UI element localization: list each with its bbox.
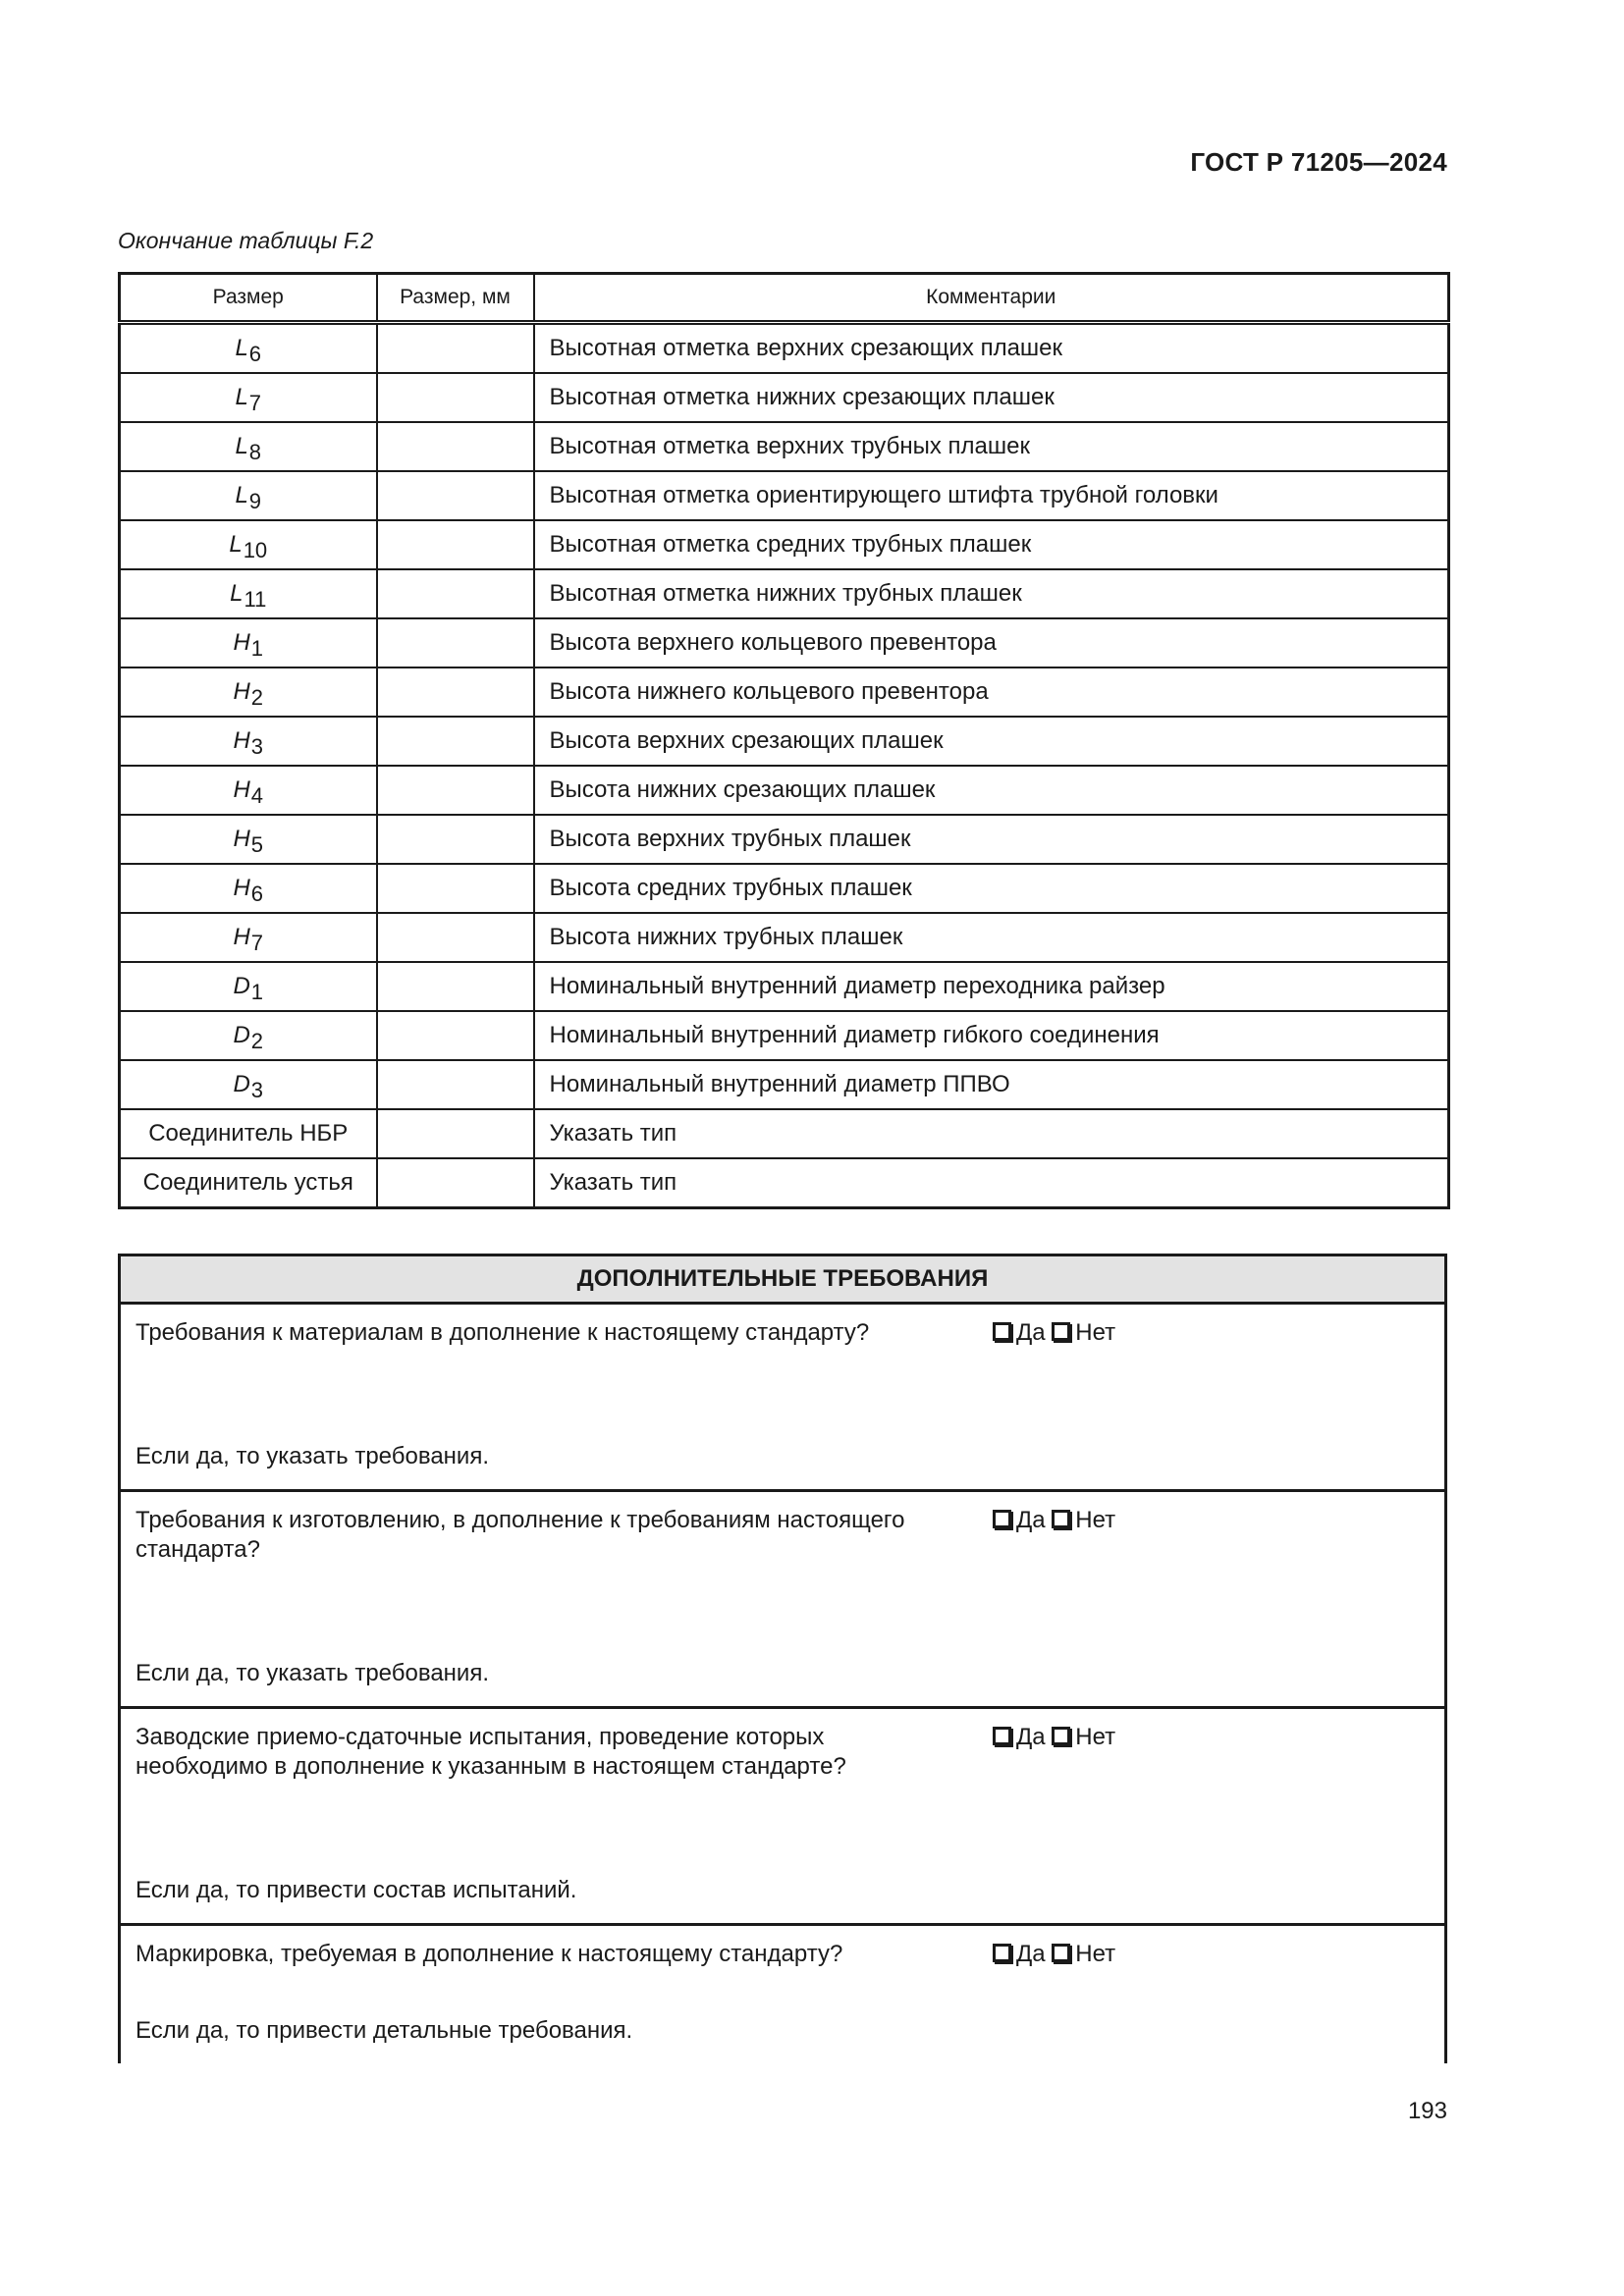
size-mm-cell: [377, 717, 534, 766]
yes-checkbox[interactable]: [993, 1944, 1011, 1962]
table-row: [120, 815, 1449, 864]
requirement-content: [121, 1926, 1444, 2063]
size-mm-cell: [377, 864, 534, 913]
requirement-content: [121, 1709, 1444, 1923]
size-symbol-subscript: 7: [248, 391, 262, 415]
size-symbol: L: [235, 482, 248, 508]
table-row: [120, 1158, 1449, 1208]
table-row: [120, 323, 1449, 374]
yes-no-choice: [993, 1318, 1115, 1348]
requirement-note: Если да, то указать требования.: [135, 1443, 489, 1469]
size-mm-cell: [377, 1060, 534, 1109]
size-symbol: H: [233, 629, 250, 656]
size-symbol-cell: [120, 1060, 377, 1109]
requirement-cell: [120, 1708, 1446, 1925]
no-label: Нет: [1075, 1941, 1116, 1967]
size-symbol-cell: [120, 864, 377, 913]
additional-requirements-table: [118, 1254, 1447, 2063]
size-mm-cell: [377, 1011, 534, 1060]
size-symbol-cell: [120, 962, 377, 1011]
comment-cell: Номинальный внутренний диаметр переходника райзер: [534, 962, 1449, 1011]
table-header-row: [120, 274, 1449, 323]
no-checkbox[interactable]: [1052, 1944, 1070, 1962]
size-symbol-subscript: 7: [250, 931, 264, 955]
size-symbol-cell: [120, 618, 377, 667]
comment-cell: Высота верхних срезающих плашек: [534, 717, 1449, 766]
table-row: [120, 1109, 1449, 1158]
size-symbol-subscript: 3: [250, 1078, 264, 1102]
column-header-comments: Комментарии: [534, 274, 1449, 323]
requirement-cell: [120, 1304, 1446, 1491]
table-row: [120, 569, 1449, 618]
size-symbol: H: [233, 678, 250, 705]
size-mm-cell: [377, 373, 534, 422]
size-symbol-subscript: 2: [250, 1029, 264, 1053]
size-symbol-subscript: 1: [250, 980, 264, 1004]
no-label: Нет: [1075, 1319, 1116, 1346]
yes-label: Да: [1016, 1319, 1046, 1346]
comment-cell: Высотная отметка средних трубных плашек: [534, 520, 1449, 569]
size-mm-cell: [377, 913, 534, 962]
table-row: [120, 913, 1449, 962]
size-symbol: L: [235, 384, 248, 410]
size-symbol-subscript: 6: [250, 881, 264, 906]
size-symbol: D: [233, 1071, 250, 1097]
yes-label: Да: [1016, 1507, 1046, 1533]
size-symbol-cell: [120, 1109, 377, 1158]
comment-cell: Указать тип: [534, 1109, 1449, 1158]
size-symbol-cell: [120, 1158, 377, 1208]
size-symbol: L: [230, 580, 244, 607]
size-symbol-cell: [120, 815, 377, 864]
yes-checkbox[interactable]: [993, 1727, 1011, 1745]
size-symbol-cell: [120, 569, 377, 618]
requirements-title: ДОПОЛНИТЕЛЬНЫЕ ТРЕБОВАНИЯ: [120, 1255, 1446, 1304]
size-symbol-cell: [120, 1011, 377, 1060]
table-row: [120, 1011, 1449, 1060]
size-symbol-subscript: 11: [244, 587, 267, 612]
size-symbol-subscript: 10: [243, 538, 268, 562]
no-checkbox[interactable]: [1052, 1510, 1070, 1528]
size-symbol: H: [233, 924, 250, 950]
size-symbol-cell: [120, 422, 377, 471]
size-symbol-cell: [120, 667, 377, 717]
size-symbol-cell: [120, 717, 377, 766]
requirement-row: [120, 1304, 1446, 1491]
yes-label: Да: [1016, 1724, 1046, 1750]
size-label: Соединитель устья: [142, 1169, 353, 1196]
no-checkbox[interactable]: [1052, 1727, 1070, 1745]
size-symbol-cell: [120, 323, 377, 374]
comment-cell: Высота верхнего кольцевого превентора: [534, 618, 1449, 667]
table-row: [120, 618, 1449, 667]
size-symbol-cell: [120, 471, 377, 520]
size-mm-cell: [377, 667, 534, 717]
size-label: Соединитель НБР: [148, 1120, 349, 1147]
yes-no-choice: [993, 1723, 1115, 1752]
requirement-row: [120, 1925, 1446, 2064]
requirement-note: Если да, то указать требования.: [135, 1660, 489, 1686]
requirement-content: [121, 1305, 1444, 1489]
size-mm-cell: [377, 422, 534, 471]
requirement-content: [121, 1492, 1444, 1706]
yes-checkbox[interactable]: [993, 1510, 1011, 1528]
size-symbol: L: [229, 531, 243, 558]
document-id: ГОСТ Р 71205—2024: [1190, 147, 1447, 177]
table-row: [120, 422, 1449, 471]
table-row: [120, 471, 1449, 520]
size-symbol-subscript: 8: [248, 440, 262, 464]
size-symbol: H: [233, 776, 250, 803]
page-number: 193: [1407, 2098, 1447, 2124]
comment-cell: Высота средних трубных плашек: [534, 864, 1449, 913]
table-row: [120, 864, 1449, 913]
size-mm-cell: [377, 766, 534, 815]
no-label: Нет: [1075, 1507, 1116, 1533]
table-row: [120, 667, 1449, 717]
size-symbol: H: [233, 727, 250, 754]
dimensions-table: [118, 272, 1450, 1209]
table-row: [120, 1060, 1449, 1109]
requirement-row: [120, 1491, 1446, 1708]
comment-cell: Высота нижних срезающих плашек: [534, 766, 1449, 815]
comment-cell: Высотная отметка ориентирующего штифта трубной головки: [534, 471, 1449, 520]
comment-cell: Высота нижнего кольцевого превентора: [534, 667, 1449, 717]
comment-cell: Указать тип: [534, 1158, 1449, 1208]
size-symbol-subscript: 3: [250, 734, 264, 759]
size-mm-cell: [377, 1158, 534, 1208]
comment-cell: Номинальный внутренний диаметр гибкого соединения: [534, 1011, 1449, 1060]
table-row: [120, 520, 1449, 569]
requirement-note: Если да, то привести детальные требования.: [135, 2017, 633, 2044]
requirement-cell: [120, 1491, 1446, 1708]
size-mm-cell: [377, 815, 534, 864]
table-row: [120, 717, 1449, 766]
yes-no-choice: [993, 1940, 1115, 1969]
yes-checkbox[interactable]: [993, 1322, 1011, 1341]
comment-cell: Высотная отметка нижних трубных плашек: [534, 569, 1449, 618]
size-symbol-cell: [120, 766, 377, 815]
requirement-cell: [120, 1925, 1446, 2064]
table-row: [120, 373, 1449, 422]
yes-label: Да: [1016, 1941, 1046, 1967]
size-mm-cell: [377, 618, 534, 667]
requirement-question: Заводские приемо-сдаточные испытания, проведение которых необходимо в дополнение к указанным в настоящем стандарте?: [135, 1724, 846, 1780]
no-checkbox[interactable]: [1052, 1322, 1070, 1341]
size-symbol-subscript: 1: [250, 636, 264, 661]
table-row: [120, 962, 1449, 1011]
size-symbol-subscript: 9: [248, 489, 262, 513]
column-header-size: Размер: [120, 274, 377, 323]
size-mm-cell: [377, 520, 534, 569]
requirement-question: Требования к изготовлению, в дополнение к требованиям настоящего стандарта?: [135, 1507, 905, 1563]
size-symbol-subscript: 2: [250, 685, 264, 710]
size-mm-cell: [377, 1109, 534, 1158]
size-symbol: L: [235, 335, 248, 361]
requirement-question: Маркировка, требуемая в дополнение к настоящему стандарту?: [135, 1941, 843, 1967]
comment-cell: Высотная отметка верхних трубных плашек: [534, 422, 1449, 471]
size-symbol-subscript: 5: [250, 832, 264, 857]
size-symbol-subscript: 6: [248, 342, 262, 366]
size-symbol-cell: [120, 373, 377, 422]
size-mm-cell: [377, 569, 534, 618]
size-symbol: D: [233, 1022, 250, 1048]
column-header-size-mm: Размер, мм: [377, 274, 534, 323]
size-symbol: L: [235, 433, 248, 459]
requirement-row: [120, 1708, 1446, 1925]
size-symbol-cell: [120, 520, 377, 569]
size-symbol-subscript: 4: [250, 783, 264, 808]
size-symbol: H: [233, 875, 250, 901]
table-row: [120, 766, 1449, 815]
size-mm-cell: [377, 962, 534, 1011]
comment-cell: Высотная отметка верхних срезающих плашек: [534, 323, 1449, 374]
size-mm-cell: [377, 471, 534, 520]
size-symbol: H: [233, 826, 250, 852]
size-symbol: D: [233, 973, 250, 999]
no-label: Нет: [1075, 1724, 1116, 1750]
comment-cell: Номинальный внутренний диаметр ППВО: [534, 1060, 1449, 1109]
table-caption: Окончание таблицы F.2: [118, 228, 374, 253]
requirement-question: Требования к материалам в дополнение к настоящему стандарту?: [135, 1319, 870, 1346]
requirement-note: Если да, то привести состав испытаний.: [135, 1877, 577, 1903]
size-symbol-cell: [120, 913, 377, 962]
comment-cell: Высота верхних трубных плашек: [534, 815, 1449, 864]
yes-no-choice: [993, 1506, 1115, 1535]
size-mm-cell: [377, 323, 534, 374]
comment-cell: Высота нижних трубных плашек: [534, 913, 1449, 962]
comment-cell: Высотная отметка нижних срезающих плашек: [534, 373, 1449, 422]
